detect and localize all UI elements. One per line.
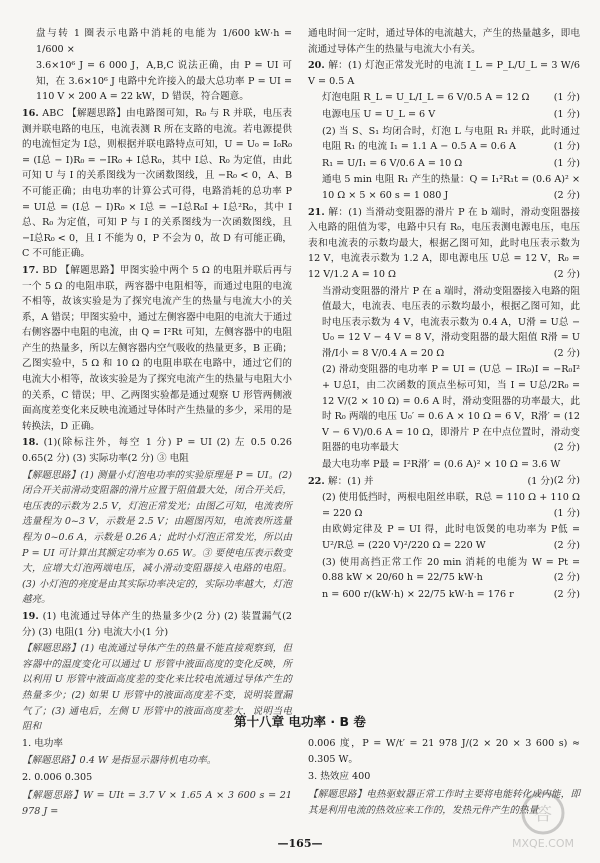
text-paragraph [22, 263, 292, 435]
text-paragraph [308, 736, 580, 768]
question-number: 17. [22, 264, 43, 276]
text-paragraph [308, 90, 580, 106]
text-paragraph [308, 474, 580, 490]
score-mark: (1 分) [553, 108, 580, 120]
text-paragraph [308, 172, 580, 203]
paragraph-text: 最大电功率 P最 = I²R滑′ = (0.6 A)² × 10 Ω = 3.6 W [322, 459, 561, 471]
paragraph-text: 解：(1) 当滑动变阻器的滑片 P 在 b 端时，滑动变阻器接入电路的阻值为零，电路中只有 R₀，电压表测电源电压，电压表和电流表的示数均最大，根据乙图可知，此时电压表示数为 12 V，电流表示数为 1.2 A，即电源电压 U总 = 12 V，R₀ = 12 V/1.2 A = 10 Ω [308, 206, 581, 280]
paragraph-text: (1) 电流通过导体产生的热量多少(2 分) (2) 装置漏气(2 分) (3) 电阻(1 分) 电流大小(1 分) [22, 610, 292, 638]
paragraph-text: (2) 使用低挡时，两根电阻丝串联，R总 = 110 Ω + 110 Ω = 220 Ω [322, 492, 580, 519]
question-number: 16. [22, 107, 43, 119]
paragraph-text: 2. 0.006 0.305 [22, 772, 93, 784]
text-paragraph [308, 58, 580, 89]
score-mark: (1 分) [553, 507, 580, 519]
score-mark: (1 分) [553, 141, 580, 153]
text-paragraph [22, 58, 292, 105]
question-number: 22. [308, 475, 329, 487]
paragraph-text: 【解题思路】电热驱蚊器正常工作时主要将电能转化成内能，即其是利用电流的热效应来工作的，发热元件产生的热量 [308, 788, 580, 816]
paragraph-text: 3.6×10⁶ J = 6 000 J，A,B,C 说法正确，由 P = UI 可知，在 3.6×10⁶ J 电路中允许接入的最大总功率 P = UI = 110 V × 200 A = 22 kW，D 错误，符合题意。 [36, 60, 292, 103]
text-paragraph [308, 284, 580, 362]
text-paragraph [308, 205, 580, 283]
paragraph-text: 灯泡电阻 R_L = U_L/I_L = 6 V/0.5 A = 12 Ω [322, 92, 530, 104]
text-paragraph [22, 435, 292, 466]
svg-text:答: 答 [534, 804, 552, 825]
paragraph-text: 盘与转 1 圈表示电路中消耗的电能为 1/600 kW·h = 1/600 × [36, 28, 292, 55]
paragraph-text: 由欧姆定律及 P = UI 得，此时电饭煲的电功率为 P低 = U²/R总 = (220 V)²/220 Ω = 220 W [322, 524, 580, 551]
paragraph-text: (3) 使用高挡正常工作 20 min 消耗的电能为 W = Pt = 0.88 kW × 20/60 h = 22/75 kW·h [322, 556, 580, 584]
paragraph-text: 解：(1) 灯泡正常发光时的电流 I_L = P_L/U_L = 3 W/6 V = 0.5 A [308, 60, 580, 87]
text-paragraph [22, 468, 292, 608]
question-number: 19. [22, 610, 43, 622]
paragraph-text: R₁ = U/I₁ = 6 V/0.6 A = 10 Ω [322, 157, 463, 169]
question-number: 18. [22, 437, 44, 449]
text-paragraph [22, 770, 292, 786]
svg-text:MXQE.COM: MXQE.COM [512, 837, 574, 850]
text-paragraph [308, 156, 580, 172]
text-paragraph [22, 753, 292, 769]
question-number: 21. [308, 206, 329, 218]
chapter-title: 第十八章 电功率 · B 卷 [234, 714, 366, 729]
text-paragraph [308, 490, 580, 521]
paragraph-text: (2) 当 S、S₁ 均闭合时，灯泡 L 与电阻 R₁ 并联，此时通过电阻 R₁ 的电流 I₁ = 1.1 A − 0.5 A = 0.6 A [322, 125, 580, 153]
text-paragraph [22, 736, 292, 752]
text-paragraph [22, 788, 292, 820]
paragraph-text: 3. 热效应 400 [308, 771, 371, 783]
question-number: 20. [308, 60, 329, 72]
score-mark: (2 分) [553, 474, 580, 486]
paragraph-text: 【解题思路】W = UIt = 3.7 V × 1.65 A × 3 600 s = 21 978 J = [22, 789, 292, 817]
score-mark: (2 分) [553, 588, 580, 600]
left-column [22, 26, 292, 736]
paragraph-text: 0.006 度，P = W/t′ = 21 978 J/(2 × 20 × 3 600 s) ≈ 0.305 W。 [308, 738, 580, 766]
paragraph-text: 通电 5 min 电阻 R₁ 产生的热量：Q = I₁²R₁t = (0.6 A)² × 10 Ω × 5 × 60 s = 1 080 J [322, 174, 580, 201]
chapter-b-left-column [22, 736, 292, 821]
score-mark: (1 分) [553, 92, 580, 104]
text-paragraph [308, 587, 580, 603]
score-mark: (2 分) [553, 347, 580, 359]
score-mark: (2 分) [553, 442, 580, 454]
score-mark: (1 分) [527, 475, 554, 487]
text-paragraph [308, 522, 580, 553]
paragraph-text: 【解题思路】(1) 电流通过导体产生的热量不能直接观察到，但容器中的温度变化可以通过 U 形管中液面高度的变化反映，所以利用 U 形管中液面高度差的变化来比较电流通过导体产生的热量多少；(2) 如果 U 形管中的液面高度差不变，说明装置漏气了；(3) 通电后，左侧 U 形管中的液面高度差大，说明当电阻和 [22, 643, 292, 733]
text-paragraph [308, 26, 580, 57]
page-number: —165— [277, 837, 323, 850]
paragraph-text: 【解题思路】(1) 测量小灯泡电功率的实验原理是 P = UI。(2) 闭合开关前滑动变阻器的滑片应置于阻值最大处，闭合开关后，电压表的示数为 2.5 V，灯泡正常发光；由图乙可知，电流表所选量程为 0~3 V，示数是 2.5 V；由题图丙知，电流表所选量程为 0~0.6 A，示数是 0.26 A；此时小灯泡正常发光，所以由 P = UI 可计算出其额定功率为 0.65 W。③ 要使电压表示数变大，应增大灯泡两端电压，减小滑动变阻器接入电路的电阻。(3) 小灯泡的亮度是由其实际功率决定的，实际功率越大，灯泡越亮。 [22, 469, 292, 606]
text-paragraph [308, 124, 580, 155]
watermark-logo [504, 789, 582, 851]
score-mark: (2 分) [553, 189, 580, 201]
paragraph-text: n = 600 r/(kW·h) × 22/75 kW·h = 176 r [322, 588, 514, 600]
paragraph-text: 电源电压 U = U_L = 6 V [322, 108, 436, 120]
paragraph-text: 通电时间一定时，通过导体的电流越大，产生的热量越多，即电流通过导体产生的热量与电流大小有关。 [308, 28, 580, 55]
paragraph-text: BD 【解题思路】甲图实验中两个 5 Ω 的电阻并联后再与一个 5 Ω 的电阻串联，两容器中电阻相等，而通过电阻的电流不相等，故该实验是为了探究电流产生的热量与电流大小的关系，A 错误；甲图实验中，通过左侧容器中电阻的电流大于通过右侧容器中电阻的电流，由 Q = I²Rt 可知，左侧容器中的电阻产生的热量多，所以左侧容器内空气吸收的热量更多，B 正确；乙图实验中，5 Ω 和 10 Ω 的电阻串联在电路中，通过它们的电流大小相等，故该实验是为了探究电流产生的热量与电阻大小的关系，C 错误；甲、乙两图实验都是通过观察 U 形管两侧液面高度差变化来反映电流通过导体时产生热量的多少，采用的是转换法，D 正确。 [22, 264, 293, 432]
paragraph-text: 当滑动变阻器的滑片 P 在 a 端时，滑动变阻器接入电路的阻值最大，电流表、电压表的示数均最小，根据乙图可知，此时电压表示数为 4 V，电流表示数为 0.4 A，U滑 = U总 − U₀ = 12 V − 4 V = 8 V，滑动变阻器的最大阻值 R滑 = U滑/I小 = 8 V/0.4 A = 20 Ω [322, 285, 580, 359]
text-paragraph [308, 769, 580, 785]
paragraph-text: (2) 滑动变阻器的电功率 P = UI = (U总 − IR₀)I = −R₀I² + U总I，由二次函数的顶点坐标可知，当 I = U总/2R₀ = 12 V/(2 × 10 Ω) = 0.6 A 时，滑动变阻器的功率最大，此时 R₀ 两端的电压 U₀′ = 0.6 A × 10 Ω = 6 V，R滑′ = (12 V − 6 V)/0.6 A = 10 Ω，即滑片 P 在中点位置时，滑动变阻器的电功率最大 [322, 364, 580, 454]
text-paragraph [22, 609, 292, 640]
score-mark: (2 分) [553, 268, 580, 280]
paragraph-text: 1. 电功率 [22, 738, 63, 749]
text-paragraph [22, 106, 292, 262]
score-mark: (2 分) [553, 572, 580, 584]
paragraph-text: ABC 【解题思路】由电路图可知，R₀ 与 R 并联，电压表测并联电路的电压，电流表测 R 所在支路的电流。若电源提供的电流恒定为 I总，则根据并联电路特点可知，U = U₀ = I₀R₀ = (I总 − I)R₀ = −IR₀ + I总R₀，其中 I总、R₀ 为定值，由此可知 U 与 I 的关系图线为一次函数图线，且 −R₀ < 0，A、B 不可能正确；由电功率的计算公式可得，电路消耗的总功率 P = UI总 = (I总 − I)R₀ × I总 = −I总R₀I + I总²R₀，其中 I总、R₀ 为定值，可知 P 与 I 的关系图线为一次函数图线，且 −I总R₀ < 0，且 I 不能为 0，P 不会为 0，故 D 有可能正确，C 不可能正确。 [22, 107, 292, 260]
paragraph-text: 【解题思路】0.4 W 是指显示器待机电功率。 [22, 755, 217, 767]
right-column [308, 26, 580, 603]
text-paragraph [308, 362, 580, 456]
text-paragraph [308, 555, 580, 586]
text-paragraph [308, 107, 580, 123]
paragraph-text: (1)(除标注外，每空 1 分) P = UI (2) 左 0.5 0.26 0.65(2 分) (3) 实际功率(2 分) ③ 电阻 [22, 437, 293, 465]
paragraph-text: 解：(1) 并 [328, 475, 374, 487]
score-mark: (1 分) [553, 157, 580, 169]
score-mark: (2 分) [553, 540, 580, 551]
text-paragraph [22, 26, 292, 57]
